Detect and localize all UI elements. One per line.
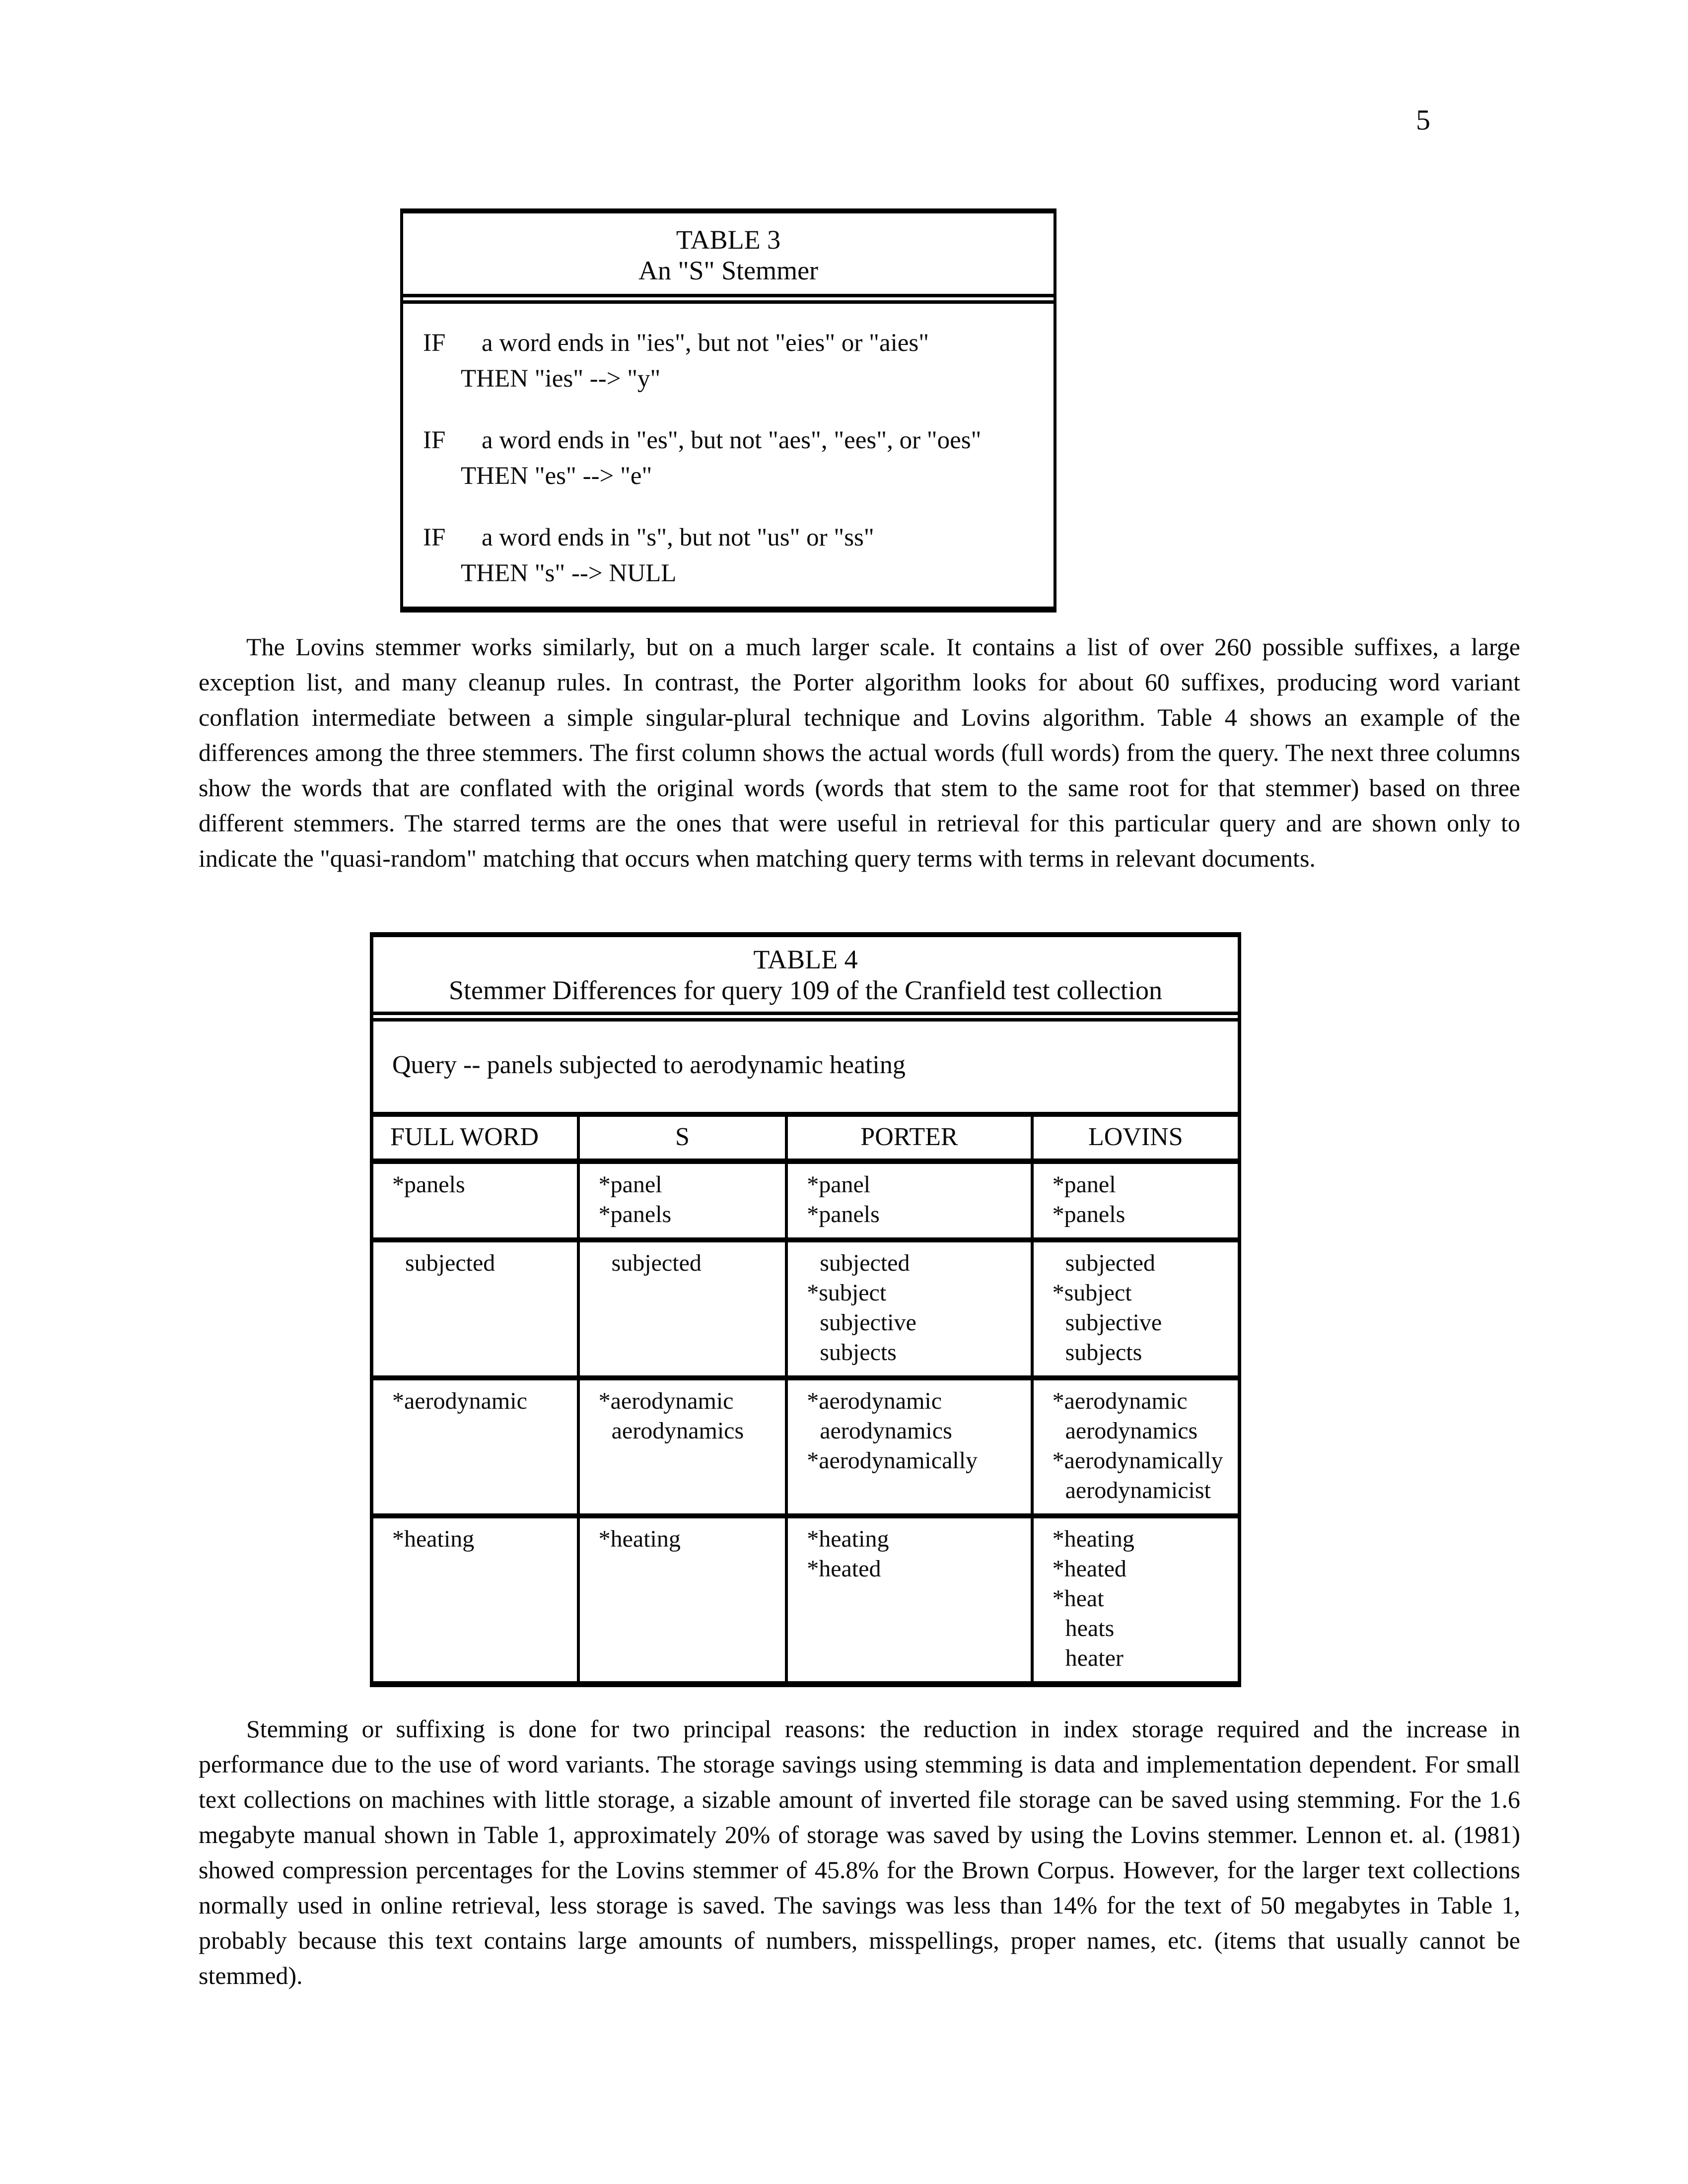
cell-s — [578, 1161, 787, 1240]
column-header-full-word: FULL WORD — [373, 1117, 578, 1161]
term: subjected — [611, 1250, 702, 1276]
cell-lovins — [1032, 1161, 1238, 1240]
term: subjective — [820, 1309, 916, 1336]
column-header-s: S — [578, 1117, 787, 1161]
cell-lovins — [1032, 1516, 1238, 1681]
term: *aerodynamically — [1052, 1447, 1223, 1474]
term: *aerodynamic — [392, 1388, 527, 1414]
term: aerodynamics — [1065, 1418, 1198, 1444]
term: heater — [1065, 1645, 1124, 1671]
table3-title: TABLE 3 — [676, 225, 781, 255]
table4-query-line: Query -- panels subjected to aerodynamic heating — [373, 1022, 1238, 1117]
cell-full-word — [373, 1161, 578, 1240]
term: aerodynamicist — [1065, 1477, 1211, 1503]
term: subjected — [405, 1250, 495, 1276]
column-header-lovins: LOVINS — [1032, 1117, 1238, 1161]
cell-s — [578, 1378, 787, 1516]
stemmer-rule — [423, 522, 1040, 589]
term: *heating — [1052, 1526, 1134, 1552]
term: *aerodynamically — [807, 1447, 978, 1474]
term: *heated — [1052, 1556, 1126, 1582]
cell-s — [578, 1240, 787, 1378]
table-row — [373, 1161, 1238, 1240]
table4-title: TABLE 4 — [753, 945, 858, 974]
term: *panel — [807, 1171, 871, 1198]
column-header-porter: PORTER — [786, 1117, 1032, 1161]
term: subjective — [1065, 1309, 1162, 1336]
rule-condition: a word ends in "es", but not "aes", "ees", or "oes" — [482, 426, 982, 454]
cell-full-word — [373, 1516, 578, 1681]
rule-then-line: THEN "s" --> NULL — [461, 559, 677, 587]
table3-header — [403, 213, 1054, 304]
rule-if-line — [423, 425, 1040, 456]
term: *panels — [598, 1201, 672, 1228]
stemmer-rule — [423, 328, 1040, 394]
table-row — [373, 1516, 1238, 1681]
term: *heating — [392, 1526, 475, 1552]
term: *panels — [392, 1171, 465, 1198]
term: *panels — [1052, 1201, 1125, 1228]
stemmer-rule — [423, 425, 1040, 491]
cell-porter — [786, 1161, 1032, 1240]
table3-body — [403, 304, 1054, 607]
term: *heating — [807, 1526, 889, 1552]
term: *heat — [1052, 1585, 1104, 1612]
term: *aerodynamic — [1052, 1388, 1188, 1414]
table3-subtitle: An "S" Stemmer — [638, 256, 819, 285]
rule-if-keyword: IF — [423, 329, 446, 357]
rule-if-keyword: IF — [423, 426, 446, 454]
term: subjects — [820, 1339, 897, 1365]
table3 — [400, 208, 1056, 613]
paragraph-stemming-storage: Stemming or suffixing is done for two principal reasons: the reduction in index storage required and the increase in performance due to the use of word variants. The storage savings using stemming is data and implementation dependent. For small text collections on machines with little storage, a sizable amount of inverted file storage can be saved using stemming. For the 1.6 megabyte manual shown in Table 1, approximately 20% of storage was saved by using the Lovins stemmer. Lennon et. al. (1981) showed compression percentages for the Lovins stemmer of 45.8% for the Brown Corpus. However, for the larger text collections normally used in online retrieval, less storage is saved. The savings was less than 14% for the text of 50 megabytes in Table 1, probably because this text contains large amounts of numbers, misspellings, proper names, etc. (items that usually cannot be stemmed). — [199, 1715, 1520, 1989]
cell-lovins — [1032, 1240, 1238, 1378]
table4-header — [373, 937, 1238, 1022]
table-row — [373, 1378, 1238, 1516]
term: *panel — [1052, 1171, 1116, 1198]
term: *aerodynamic — [598, 1388, 734, 1414]
rule-condition: a word ends in "ies", but not "eies" or "aies" — [482, 329, 929, 357]
rule-condition: a word ends in "s", but not "us" or "ss" — [482, 524, 874, 551]
term: *subject — [807, 1280, 887, 1306]
cell-lovins — [1032, 1378, 1238, 1516]
table4 — [370, 932, 1241, 1687]
cell-porter — [786, 1240, 1032, 1378]
term: *heated — [807, 1556, 881, 1582]
cell-full-word — [373, 1378, 578, 1516]
term: heats — [1065, 1615, 1115, 1641]
cell-porter — [786, 1516, 1032, 1681]
term: subjected — [1065, 1250, 1155, 1276]
term: subjected — [820, 1250, 910, 1276]
term: aerodynamics — [820, 1418, 952, 1444]
term: aerodynamics — [611, 1418, 744, 1444]
term: *aerodynamic — [807, 1388, 942, 1414]
rule-if-line — [423, 328, 1040, 358]
rule-if-line — [423, 522, 1040, 553]
page-number: 5 — [1416, 104, 1430, 136]
table4-header-row — [373, 1117, 1238, 1161]
term: *heating — [598, 1526, 681, 1552]
rule-if-keyword: IF — [423, 524, 446, 551]
paragraph-lovins-stemmer: The Lovins stemmer works similarly, but on a much larger scale. It contains a list of over 260 possible suffixes, a large exception list, and many cleanup rules. In contrast, the Porter algorithm looks for about 60 suffixes, producing word variant conflation intermediate between a simple singular-plural technique and Lovins algorithm. Table 4 shows an example of the differences among the three stemmers. The first column shows the actual words (full words) from the query. The next three columns show the words that are conflated with the original words (words that stem to the same root for that stemmer) based on three different stemmers. The starred terms are the ones that were useful in retrieval for this particular query and are shown only to indicate the "quasi-random" matching that occurs when matching query terms with terms in relevant documents. — [199, 633, 1520, 872]
rule-then-line: THEN "ies" --> "y" — [461, 365, 661, 393]
cell-full-word — [373, 1240, 578, 1378]
cell-s — [578, 1516, 787, 1681]
table4-grid — [373, 1117, 1238, 1681]
term: *panel — [598, 1171, 662, 1198]
rule-then-line: THEN "es" --> "e" — [461, 462, 652, 490]
term: *panels — [807, 1201, 880, 1228]
table-row — [373, 1240, 1238, 1378]
term: *subject — [1052, 1280, 1132, 1306]
cell-porter — [786, 1378, 1032, 1516]
term: subjects — [1065, 1339, 1142, 1365]
table4-subtitle: Stemmer Differences for query 109 of the Cranfield test collection — [448, 975, 1162, 1005]
